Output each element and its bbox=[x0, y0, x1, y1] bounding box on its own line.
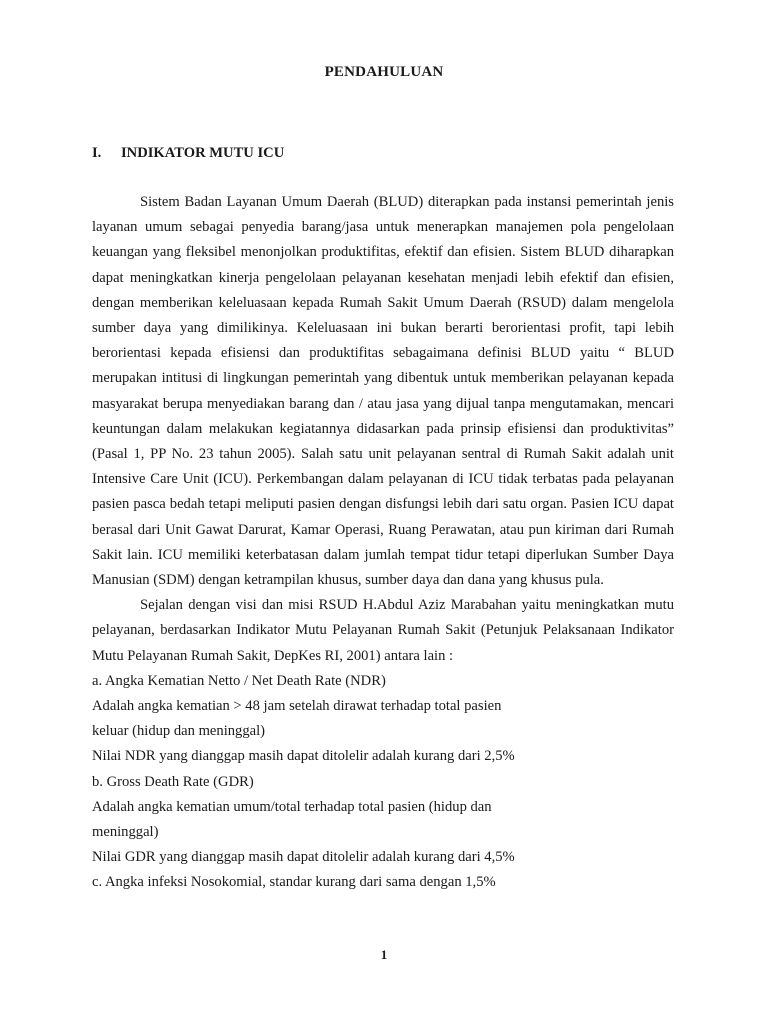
page-number: 1 bbox=[380, 947, 388, 962]
ndr-definition-line-2: keluar (hidup dan meninggal) bbox=[92, 723, 266, 740]
list-item-ndr: a. Angka Kematian Netto / Net Death Rate (NDR) bbox=[92, 672, 386, 689]
gdr-definition-line-2: meninggal) bbox=[92, 824, 159, 841]
ndr-definition-line-1: Adalah angka kematian > 48 jam setelah dirawat terhadap total pasien bbox=[92, 698, 502, 715]
section-heading bbox=[92, 145, 284, 162]
paragraph-indikator: Sejalan dengan visi dan misi RSUD H.Abdul Aziz Marabahan yaitu meningkatkan mutu pelayanan, berdasarkan Indikator Mutu Pelayanan Rumah Sakit (Petunjuk Pelaksanaan Indikator Mutu Pelayanan Rumah Sakit, DepKes RI, 2001) antara lain : bbox=[92, 597, 674, 664]
paragraph-blud: Sistem Badan Layanan Umum Daerah (BLUD) diterapkan pada instansi pemerintah jenis layanan umum sebagai penyedia barang/jasa untuk menerapkan manajemen pola pengelolaan keuangan yang fleksibel menonjolkan produktifitas, efektif dan efisien. Sistem BLUD diharapkan dapat meningkatkan kinerja pengelolaan pelayanan kesehatan menjadi lebih efektif dan efisien, dengan memberikan keleluasaan kepada Rumah Sakit Umum Daerah (RSUD) dalam mengelola sumber daya yang dimilikinya. Keleluasaan ini bukan berarti berorientasi profit, tapi lebih berorientasi kepada efisiensi dan produktifitas sebagaimana definisi BLUD yaitu “ BLUD merupakan intitusi di lingkungan pemerintah yang dibentuk untuk memberikan pelayanan kepada masyarakat berupa menyediakan barang dan / atau jasa yang dijual tanpa mengutamakan, mencari keuntungan dalam melakukan kegiatannya didasarkan pada prinsip efisiensi dan produktivitas” (Pasal 1, PP No. 23 tahun 2005). Salah satu unit pelayanan sentral di Rumah Sakit adalah unit Intensive Care Unit (ICU). Perkembangan dalam pelayanan di ICU tidak terbatas pada pelayanan pasien pasca bedah tetapi meliputi pasien dengan disfungsi lebih dari satu organ. Pasien ICU dapat berasal dari Unit Gawat Darurat, Kamar Operasi, Ruang Perawatan, atau pun kiriman dari Rumah Sakit lain. ICU memiliki keterbatasan dalam jumlah tempat tidur tetapi diperlukan Sumber Daya Manusian (SDM) dengan ketrampilan khusus, sumber daya dan dana yang khusus pula. bbox=[92, 194, 674, 589]
ndr-threshold: Nilai NDR yang dianggap masih dapat ditolelir adalah kurang dari 2,5% bbox=[92, 748, 515, 765]
gdr-definition-line-1: Adalah angka kematian umum/total terhadap total pasien (hidup dan bbox=[92, 798, 492, 815]
gdr-threshold: Nilai GDR yang dianggap masih dapat ditolelir adalah kurang dari 4,5% bbox=[92, 849, 515, 866]
list-item-gdr: b. Gross Death Rate (GDR) bbox=[92, 773, 254, 790]
page-title: PENDAHULUAN bbox=[324, 64, 444, 80]
section-title: INDIKATOR MUTU ICU bbox=[121, 145, 285, 161]
section-number: I. bbox=[92, 145, 102, 161]
list-item-nosokomial: c. Angka infeksi Nosokomial, standar kurang dari sama dengan 1,5% bbox=[92, 874, 496, 891]
body-text bbox=[92, 190, 674, 896]
